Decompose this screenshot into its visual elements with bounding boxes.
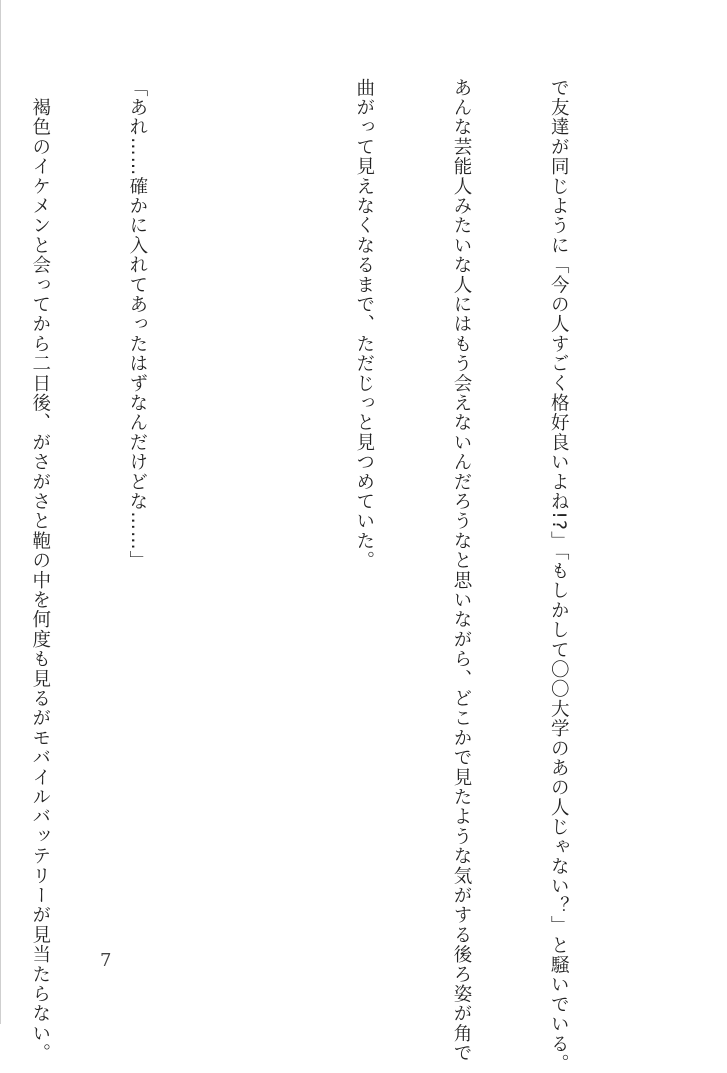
- body-text: [0, 78, 639, 1073]
- text-line: 曲がって見えなくなるまで、ただじっと見つめていた。: [353, 78, 375, 571]
- text-line: で友達が同じように「今の人すごく格好良いよね!?」「もしかして〇〇大学のあの人じゃない？」と騒いでいる。: [548, 78, 570, 1073]
- text-line: 「あれ……確かに入れてあったはずなんだけどな……」: [126, 78, 148, 571]
- text-line: あんな芸能人みたいな人にはもう会えないんだろうなと思いながら、どこかで見たような気がする後ろ姿が角で: [450, 78, 472, 1063]
- page-number: 7: [100, 950, 112, 971]
- text-line: 褐色のイケメンと会ってから二日後、がさがさと鞄の中を何度も見るがモバイルバッテリーが見当たらない。: [29, 78, 51, 1063]
